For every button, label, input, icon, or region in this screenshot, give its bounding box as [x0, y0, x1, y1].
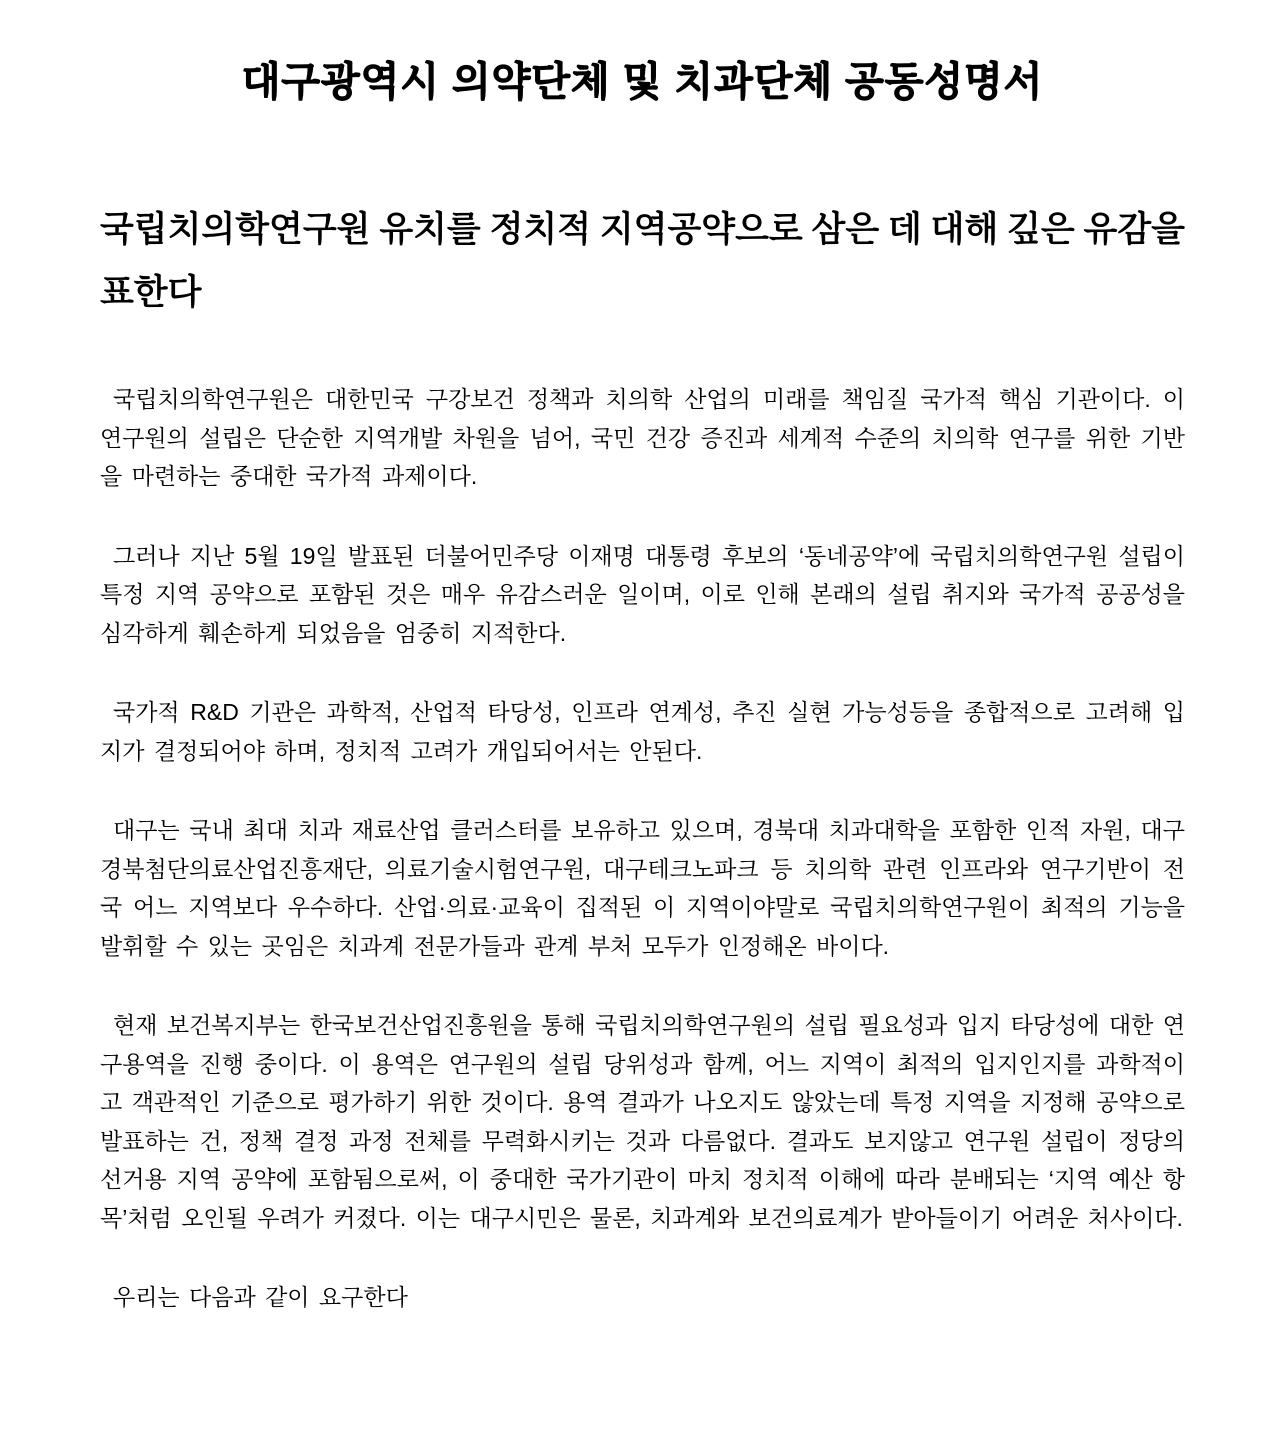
closing-demand-line: 우리는 다음과 같이 요구한다: [113, 1284, 408, 1310]
paragraph-criticism: 그러나 지난 5월 19일 발표된 더불어민주당 이재명 대통령 후보의 ‘동네공약’에 국립치의학연구원 설립이 특정 지역 공약으로 포함된 것은 매우 유감스러운 일이며, 이로 인해 본래의 설립 취지와 국가적 공공성을 심각하게 훼손하게 되었음을 엄중히 지적한다.: [100, 542, 1185, 646]
document-title: 대구광역시 의약단체 및 치과단체 공동성명서: [241, 60, 1044, 104]
statement-heading: 국립치의학연구원 유치를 정치적 지역공약으로 삼은 데 대해 깊은 유감을 표한다: [100, 210, 1185, 312]
paragraph-intro: 국립치의학연구원은 대한민국 구강보건 정책과 치의학 산업의 미래를 책임질 국가적 핵심 기관이다. 이 연구원의 설립은 단순한 지역개발 차원을 넘어, 국민 건강 증진과 세계적 수준의 치의학 연구를 위한 기반을 마련하는 중대한 국가적 과제이다.: [100, 386, 1185, 489]
paragraph-daegu-strengths: 대구는 국내 최대 치과 재료산업 클러스터를 보유하고 있으며, 경북대 치과대학을 포함한 인적 자원, 대구경북첨단의료산업진흥재단, 의료기술시험연구원, 대구테크노파크 등 치의학 관련 인프라와 연구기반이 전국 어느 지역보다 우수하다. 산업·의료·교육이 집적된 이 지역이야말로 국립치의학연구원이 최적의 기능을 발휘할 수 있는 곳임은 치과계 전문가들과 관계 부처 모두가 인정해온 바이다.: [100, 817, 1185, 959]
paragraph-ongoing-study: 현재 보건복지부는 한국보건산업진흥원을 통해 국립치의학연구원의 설립 필요성과 입지 타당성에 대한 연구용역을 진행 중이다. 이 용역은 연구원의 설립 당위성과 함께, 어느 지역이 최적의 입지인지를 과학적이고 객관적인 기준으로 평가하기 위한 것이다. 용역 결과가 나오지도 않았는데 특정 지역을 지정해 공약으로 발표하는 건, 정책 결정 과정 전체를 무력화시키는 것과 다름없다. 결과도 보지않고 연구원 설립이 정당의 선거용 지역 공약에 포함됨으로써, 이 중대한 국가기관이 마치 정치적 이해에 따라 분배되는 ‘지역 예산 항목’처럼 오인될 우려가 커졌다. 이는 대구시민은 물론, 치과계와 보건의료계가 받아들이기 어려운 처사이다.: [100, 1012, 1185, 1231]
paragraph-rnd-principle: 국가적 R&D 기관은 과학적, 산업적 타당성, 인프라 연계성, 추진 실현 가능성등을 종합적으로 고려해 입지가 결정되어야 하며, 정치적 고려가 개입되어서는 안된다.: [100, 699, 1185, 764]
